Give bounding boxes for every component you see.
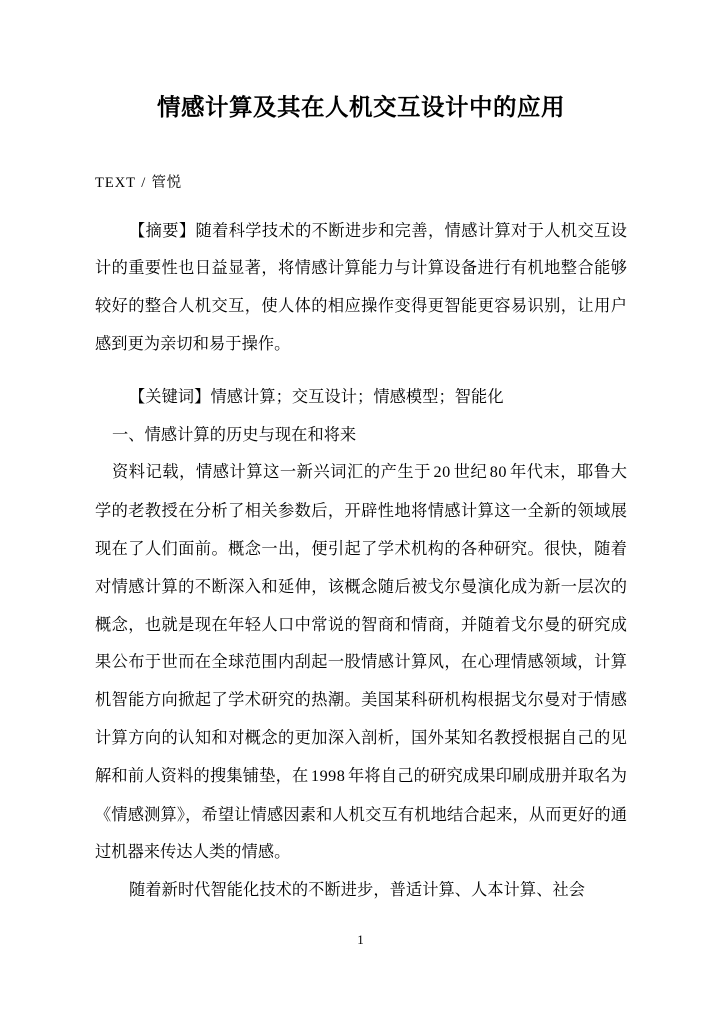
abstract-paragraph [95, 212, 627, 363]
spacer-before-keywords [95, 363, 627, 378]
decade-number: 80 [489, 463, 507, 482]
body-text-part-3: 年代末，耶鲁大学的老教授在分析了相关参数后，开辟性地将情感计算这一全新的领域展现在了人们面前。概念一出，便引起了学术机构的各种研究。很快，随着对情感计算的不断深入和延伸，该概念随后被戈尔曼演化成为新一层次的概念，也就是现在年轻人口中常说的智商和情商，并随着戈尔曼的研究成果公布于世而在全球范围内刮起一股情感计算风，在心理情感领域，计算机智能方向掀起了学术研究的热潮。美国某科研机构根据戈尔曼对于情感计算方向的认知和对概念的更加深入剖析，国外某知名教授根据自己的见解和前人资料的搜集铺垫，在 [95, 462, 628, 785]
year-century-number: 20 [433, 463, 451, 482]
body-paragraph-2: 随着新时代智能化技术的不断进步，普适计算、人本计算、社会 [129, 880, 586, 900]
page-title: 情感计算及其在人机交互设计中的应用 [157, 93, 565, 121]
byline-label: TEXT [95, 175, 137, 192]
byline [95, 121, 627, 191]
keywords-text: 情感计算；交互设计；情感模型；智能化 [210, 386, 504, 406]
section-heading: 一、情感计算的历史与现在和将来 [112, 424, 357, 444]
byline-separator: / [141, 175, 147, 192]
body-text-part-4: 年将自己的研究成果印刷成册并取名为《情感测算》，希望让情感因素和人机交互有机地结合起来，从而更好的通过机器来传达人类的情感。 [95, 765, 627, 862]
keywords-marker: 【关键词】 [129, 386, 211, 406]
body-text-part-2: 世纪 [453, 462, 488, 482]
spacer-before-abstract [95, 191, 627, 212]
page-number: 1 [357, 932, 364, 947]
byline-author: 管悦 [151, 175, 182, 192]
publication-year-number: 1998 [310, 766, 346, 785]
body-paragraph-1 [95, 453, 627, 871]
abstract-text: 随着科学技术的不断进步和完善，情感计算对于人机交互设计的重要性也日益显著，将情感计算能力与计算设备进行有机地整合能够较好的整合人机交互，使人体的相应操作变得更智能更容易识别，让用户感到更为亲切和易于操作。 [95, 220, 627, 354]
abstract-marker: 【摘要】 [129, 220, 196, 240]
document-content [95, 0, 627, 909]
keywords-paragraph [95, 378, 627, 416]
body-text-part-1: 资料记载，情感计算这一新兴词汇的产生于 [112, 462, 432, 482]
